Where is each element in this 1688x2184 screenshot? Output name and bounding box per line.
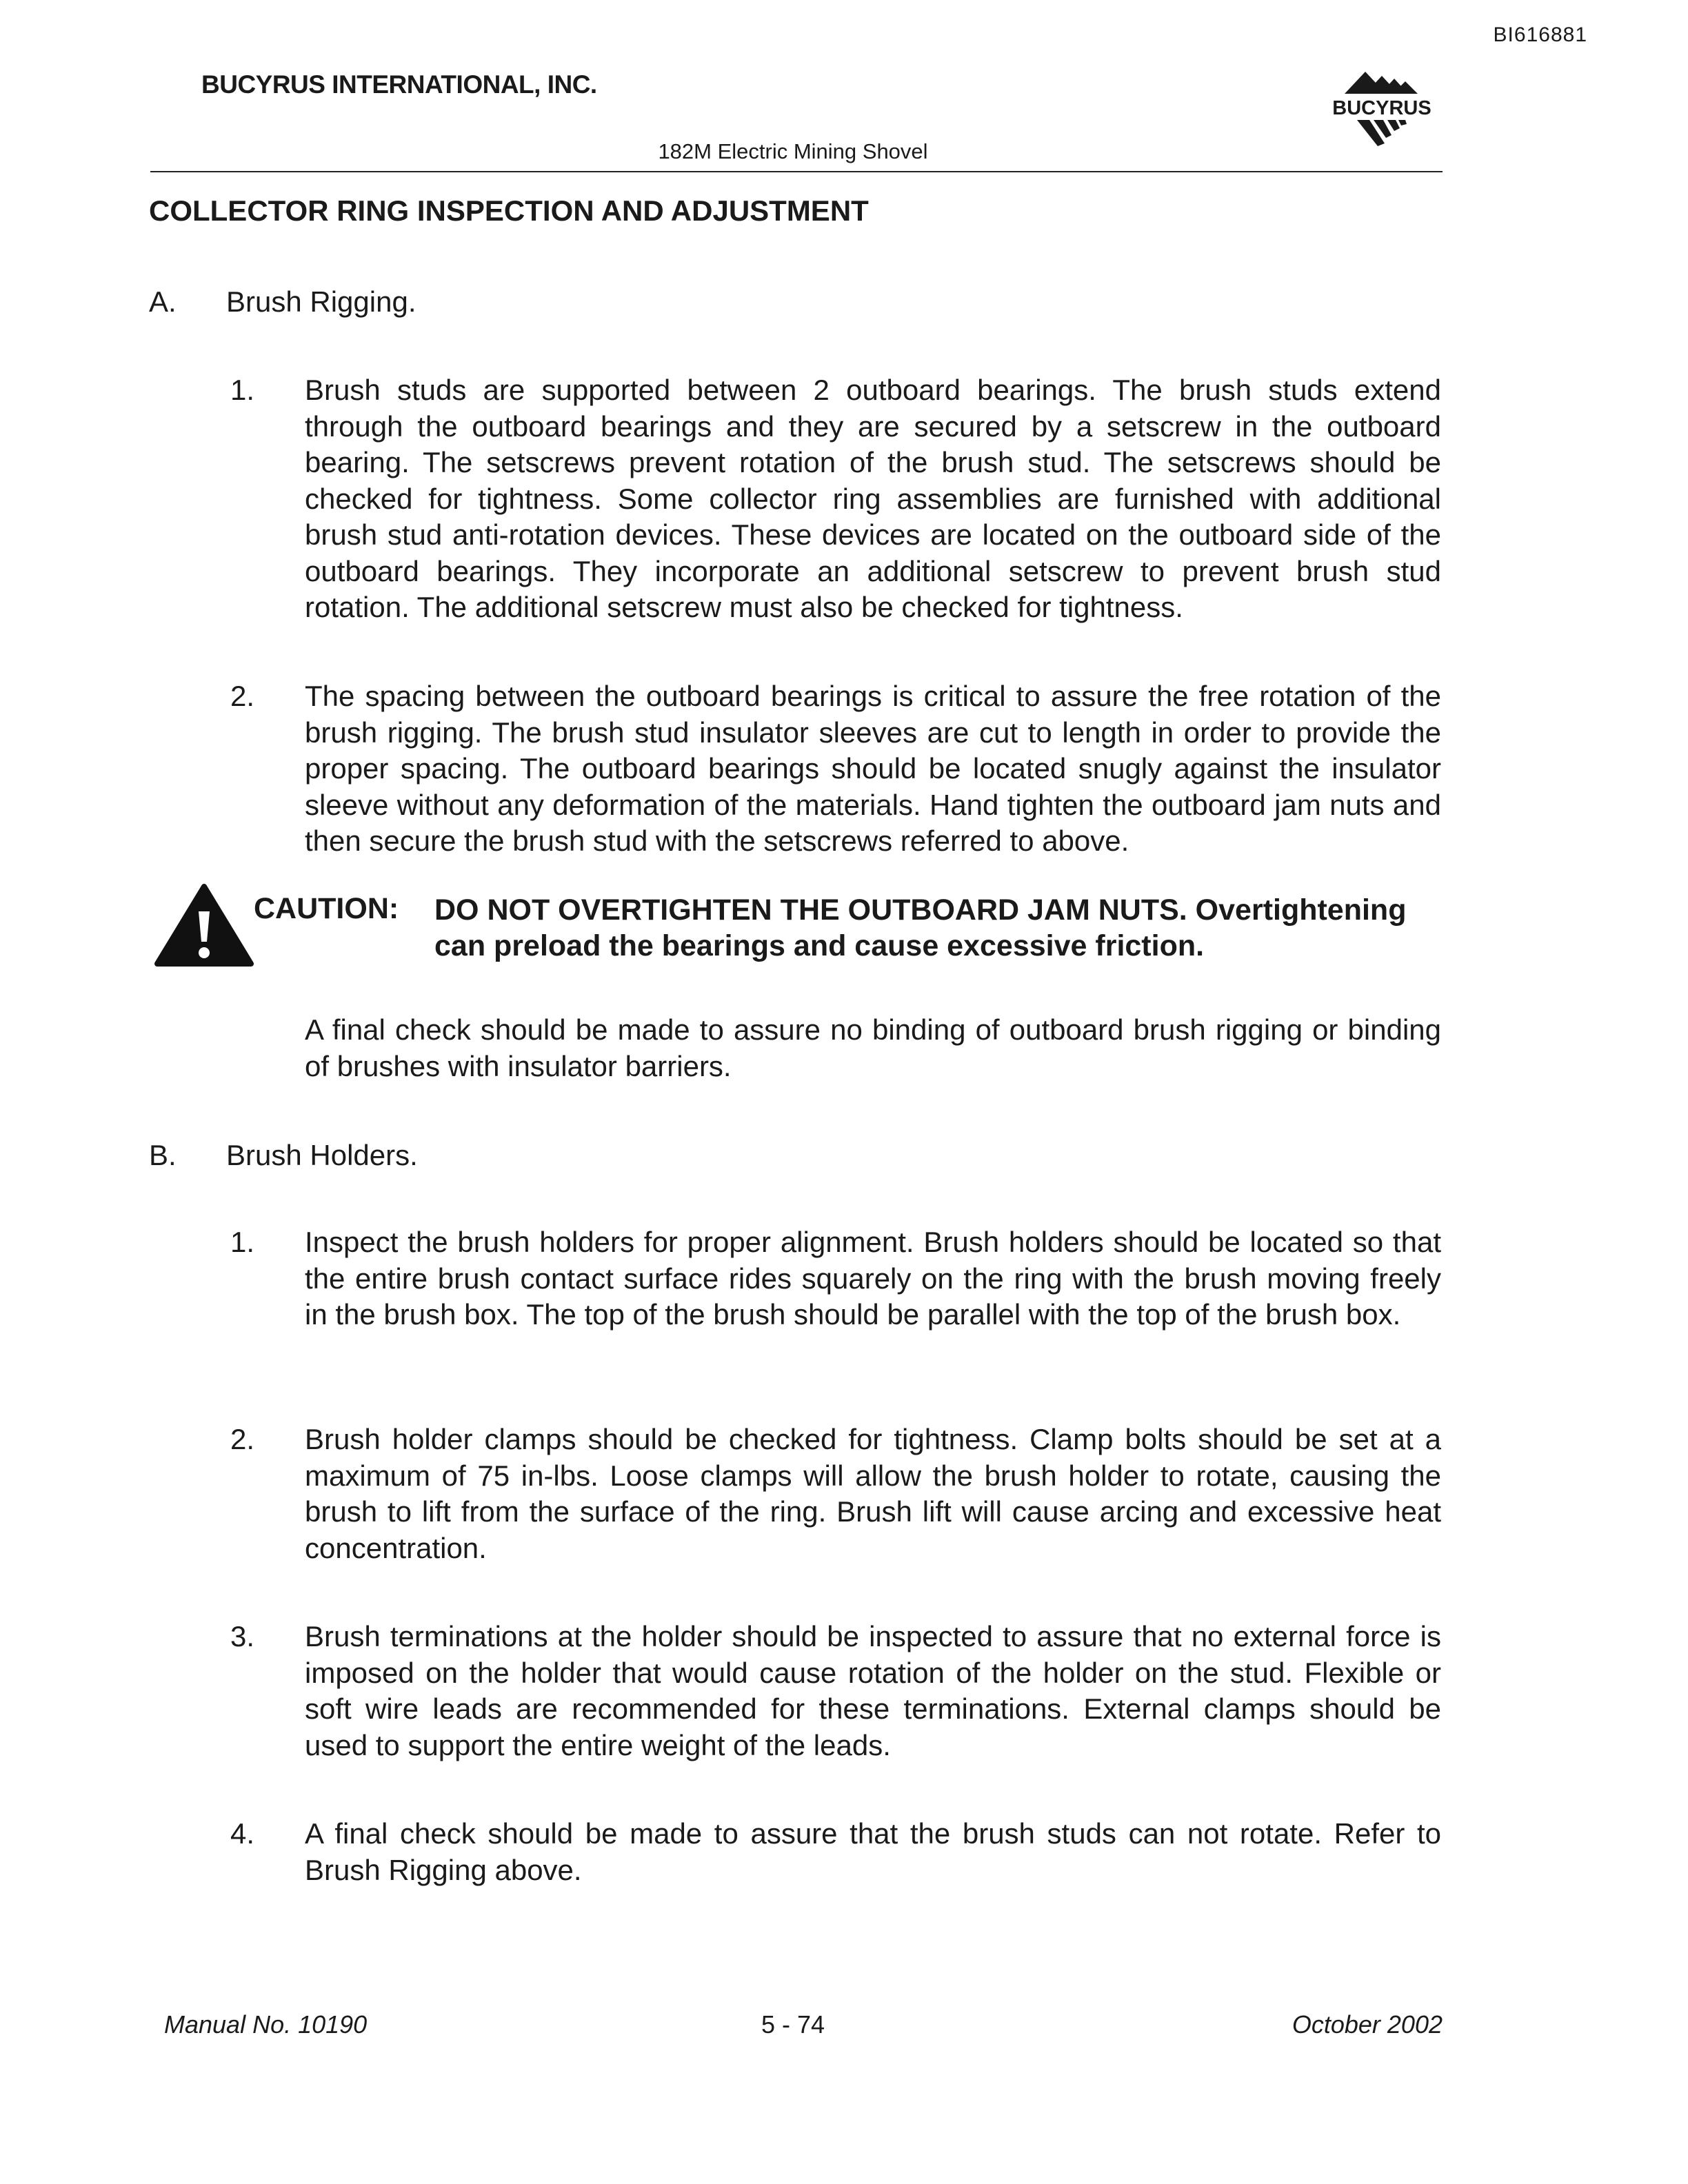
item-number: 1. [230,374,255,406]
header-rule [150,171,1443,172]
caution-label: CAUTION: [254,892,399,925]
item-text: A final check should be made to assure that the brush studs can not rotate. Refer to Brush Rigging above. [305,1817,1441,1886]
item-number: 2. [230,1423,255,1455]
item-number: 1. [230,1226,255,1258]
page-title: COLLECTOR RING INSPECTION AND ADJUSTMENT [149,194,869,227]
list-item [230,1224,1441,1333]
item-number: 3. [230,1620,255,1652]
section-b-heading [149,1139,418,1172]
item-text: The spacing between the outboard bearings is critical to assure the free rotation of the brush rigging. The brush stud insulator sleeves are cut to length in order to provide the proper spacing. The outboard bearings should be located snugly against the insulator sleeve without any deformation of the materials. Hand tighten the outboard jam nuts and then secure the brush stud with the setscrews referred to above. [305,680,1441,857]
company-name: BUCYRUS INTERNATIONAL, INC. [201,70,597,99]
list-item [230,678,1441,860]
publication-date: October 2002 [1292,2010,1443,2039]
item-text: Brush terminations at the holder should be inspected to assure that no external force is imposed on the holder that would cause rotation of the holder on the stud. Flexible or soft wire leads are recommended for these terminations. External clamps should be used to support the entire weight of the leads. [305,1620,1441,1761]
section-title: Brush Rigging. [226,285,416,318]
item-text: Brush studs are supported between 2 outboard bearings. The brush studs extend through the outboard bearings and they are secured by a setscrew in the outboard bearing. The setscrews prevent rotation of the brush stud. The setscrews should be checked for tightness. Some collector ring assemblies are furnished with additional brush stud anti-rotation devices. These devices are located on the outboard side of the outboard bearings. They incorporate an additional setscrew to prevent brush stud rotation. The additional setscrew must also be checked for tightness. [305,374,1441,623]
item-text: Brush holder clamps should be checked for tightness. Clamp bolts should be set at a maximum of 75 in-lbs. Loose clamps will allow the brush holder to rotate, causing the brush to lift from the surface of the ring. Brush lift will cause arcing and excessive heat concentration. [305,1423,1441,1564]
list-item [230,1619,1441,1763]
logo-wordmark: BUCYRUS [1332,97,1431,119]
warning-icon [154,884,254,968]
section-label: A. [149,285,177,318]
manual-subtitle: 182M Electric Mining Shovel [658,139,928,163]
item-number: 4. [230,1817,255,1850]
item-number: 2. [230,680,255,712]
list-item [230,1816,1441,1888]
final-check-paragraph: A final check should be made to assure no binding of outboard brush rigging or binding of brushes with insulator barriers. [305,1013,1441,1082]
bucyrus-logo [1317,69,1448,149]
section-title: Brush Holders. [226,1139,418,1171]
item-text: Inspect the brush holders for proper alignment. Brush holders should be located so that the entire brush contact surface rides squarely on the ring with the brush moving freely in the brush box. The top of the brush should be parallel with the top of the brush box. [305,1226,1441,1331]
section-label: B. [149,1139,177,1171]
section-a-heading [149,285,416,318]
document-id: BI616881 [1493,23,1587,46]
list-item [230,372,1441,626]
caution-text: DO NOT OVERTIGHTEN THE OUTBOARD JAM NUTS. Overtightening can preload the bearings and cause excessive friction. [434,893,1407,962]
list-item [230,1422,1441,1566]
manual-number: Manual No. 10190 [164,2010,368,2039]
page-number: 5 - 74 [761,2010,825,2039]
